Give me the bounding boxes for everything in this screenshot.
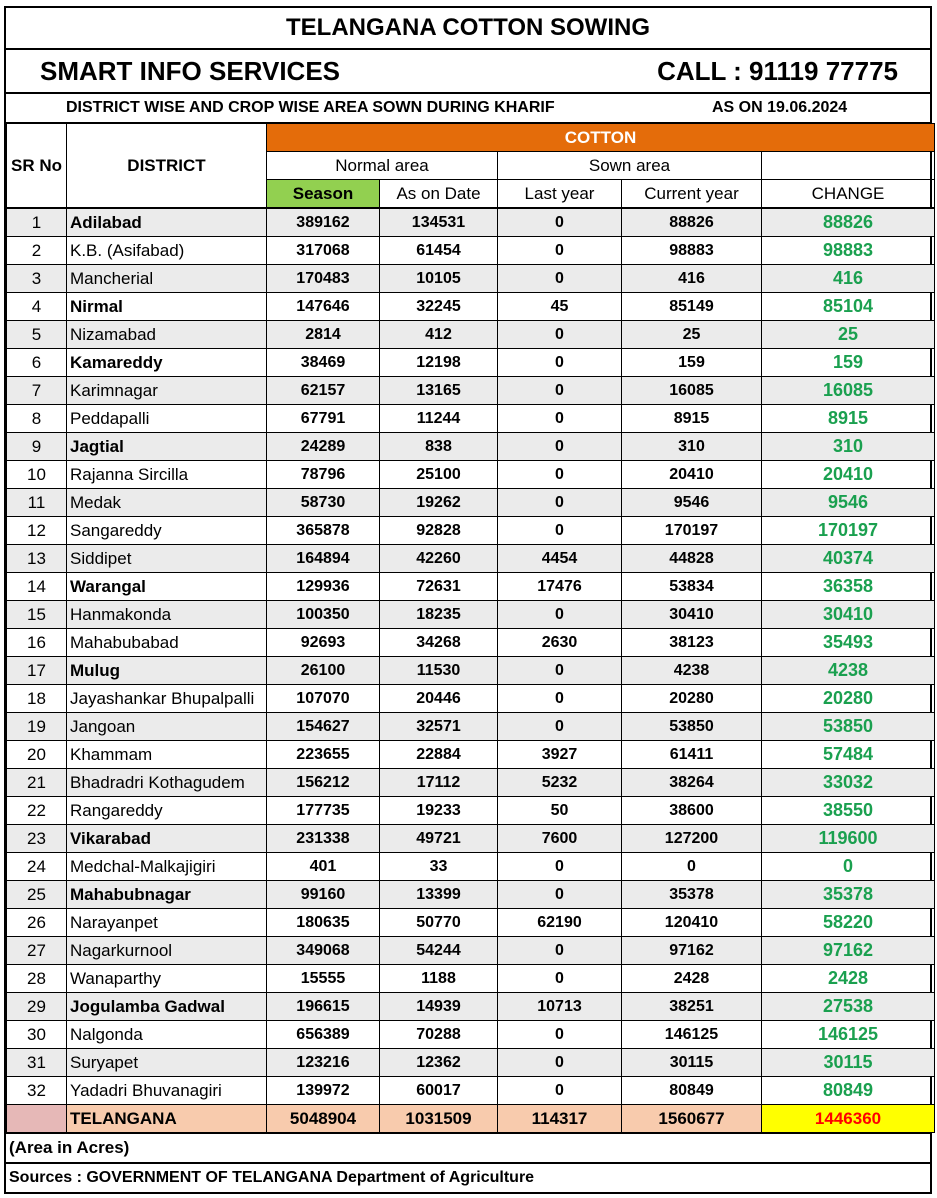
change-cell: 35493 bbox=[762, 629, 935, 657]
total-row bbox=[7, 1105, 935, 1133]
as-on-date-cell: 34268 bbox=[380, 629, 498, 657]
table-row bbox=[7, 937, 935, 965]
sr-cell: 19 bbox=[7, 713, 67, 741]
table-row bbox=[7, 993, 935, 1021]
header-season: Season bbox=[267, 180, 380, 209]
change-cell: 0 bbox=[762, 853, 935, 881]
as-on-date-cell: 17112 bbox=[380, 769, 498, 797]
sr-cell: 27 bbox=[7, 937, 67, 965]
table-row bbox=[7, 237, 935, 265]
current-year-cell: 0 bbox=[622, 853, 762, 881]
last-year-cell: 0 bbox=[498, 461, 622, 489]
as-on-date-cell: 32245 bbox=[380, 293, 498, 321]
as-on-date-cell: 134531 bbox=[380, 208, 498, 237]
sr-cell: 20 bbox=[7, 741, 67, 769]
table-row bbox=[7, 433, 935, 461]
district-cell: Nagarkurnool bbox=[67, 937, 267, 965]
current-year-cell: 146125 bbox=[622, 1021, 762, 1049]
sr-cell: 3 bbox=[7, 265, 67, 293]
table-row bbox=[7, 293, 935, 321]
as-on-date-cell: 25100 bbox=[380, 461, 498, 489]
current-year-cell: 127200 bbox=[622, 825, 762, 853]
change-cell: 35378 bbox=[762, 881, 935, 909]
table-row bbox=[7, 769, 935, 797]
district-cell: Medak bbox=[67, 489, 267, 517]
district-cell: Bhadradri Kothagudem bbox=[67, 769, 267, 797]
district-cell: Nizamabad bbox=[67, 321, 267, 349]
subheading bbox=[6, 94, 930, 123]
current-year-cell: 2428 bbox=[622, 965, 762, 993]
change-cell: 58220 bbox=[762, 909, 935, 937]
change-cell: 80849 bbox=[762, 1077, 935, 1105]
last-year-cell: 0 bbox=[498, 601, 622, 629]
last-year-cell: 0 bbox=[498, 713, 622, 741]
last-year-cell: 3927 bbox=[498, 741, 622, 769]
table-row bbox=[7, 965, 935, 993]
district-cell: Sangareddy bbox=[67, 517, 267, 545]
district-cell: Khammam bbox=[67, 741, 267, 769]
as-on-date-cell: 1188 bbox=[380, 965, 498, 993]
sr-cell: 2 bbox=[7, 237, 67, 265]
season-cell: 401 bbox=[267, 853, 380, 881]
last-year-cell: 0 bbox=[498, 489, 622, 517]
table-row bbox=[7, 573, 935, 601]
sr-cell: 29 bbox=[7, 993, 67, 1021]
as-on-date-cell: 49721 bbox=[380, 825, 498, 853]
as-on-date-cell: 11244 bbox=[380, 405, 498, 433]
as-on-date-cell: 19233 bbox=[380, 797, 498, 825]
change-cell: 16085 bbox=[762, 377, 935, 405]
total-last-year: 114317 bbox=[498, 1105, 622, 1133]
sr-cell: 24 bbox=[7, 853, 67, 881]
last-year-cell: 0 bbox=[498, 685, 622, 713]
header-current-year: Current year bbox=[622, 180, 762, 209]
change-cell: 38550 bbox=[762, 797, 935, 825]
current-year-cell: 53850 bbox=[622, 713, 762, 741]
table-row bbox=[7, 545, 935, 573]
district-cell: Suryapet bbox=[67, 1049, 267, 1077]
current-year-cell: 88826 bbox=[622, 208, 762, 237]
header-normal-area: Normal area bbox=[267, 152, 498, 180]
season-cell: 180635 bbox=[267, 909, 380, 937]
season-cell: 67791 bbox=[267, 405, 380, 433]
last-year-cell: 0 bbox=[498, 937, 622, 965]
change-cell: 4238 bbox=[762, 657, 935, 685]
current-year-cell: 416 bbox=[622, 265, 762, 293]
total-label: TELANGANA bbox=[67, 1105, 267, 1133]
table-row bbox=[7, 825, 935, 853]
change-cell: 9546 bbox=[762, 489, 935, 517]
district-cell: K.B. (Asifabad) bbox=[67, 237, 267, 265]
sr-cell: 25 bbox=[7, 881, 67, 909]
season-cell: 196615 bbox=[267, 993, 380, 1021]
last-year-cell: 0 bbox=[498, 1049, 622, 1077]
area-note: (Area in Acres) bbox=[6, 1133, 930, 1162]
as-on-date-cell: 72631 bbox=[380, 573, 498, 601]
as-on-date-cell: 42260 bbox=[380, 545, 498, 573]
as-on-date-cell: 13399 bbox=[380, 881, 498, 909]
season-cell: 389162 bbox=[267, 208, 380, 237]
district-cell: Rajanna Sircilla bbox=[67, 461, 267, 489]
change-cell: 119600 bbox=[762, 825, 935, 853]
last-year-cell: 62190 bbox=[498, 909, 622, 937]
last-year-cell: 0 bbox=[498, 1077, 622, 1105]
season-cell: 129936 bbox=[267, 573, 380, 601]
table-row bbox=[7, 377, 935, 405]
last-year-cell: 5232 bbox=[498, 769, 622, 797]
last-year-cell: 45 bbox=[498, 293, 622, 321]
district-cell: Adilabad bbox=[67, 208, 267, 237]
as-on-date-cell: 70288 bbox=[380, 1021, 498, 1049]
as-on-date-cell: 33 bbox=[380, 853, 498, 881]
as-on-date-cell: 32571 bbox=[380, 713, 498, 741]
total-season: 5048904 bbox=[267, 1105, 380, 1133]
last-year-cell: 50 bbox=[498, 797, 622, 825]
source-note: Sources : GOVERNMENT OF TELANGANA Department of Agriculture bbox=[6, 1162, 930, 1192]
district-cell: Rangareddy bbox=[67, 797, 267, 825]
last-year-cell: 7600 bbox=[498, 825, 622, 853]
total-current-year: 1560677 bbox=[622, 1105, 762, 1133]
sr-cell: 8 bbox=[7, 405, 67, 433]
as-on-date-cell: 20446 bbox=[380, 685, 498, 713]
sr-cell: 1 bbox=[7, 208, 67, 237]
table-row bbox=[7, 881, 935, 909]
current-year-cell: 61411 bbox=[622, 741, 762, 769]
current-year-cell: 38264 bbox=[622, 769, 762, 797]
current-year-cell: 38600 bbox=[622, 797, 762, 825]
as-on-date-cell: 92828 bbox=[380, 517, 498, 545]
last-year-cell: 17476 bbox=[498, 573, 622, 601]
current-year-cell: 30115 bbox=[622, 1049, 762, 1077]
table-row bbox=[7, 909, 935, 937]
as-on-date-cell: 11530 bbox=[380, 657, 498, 685]
table-row bbox=[7, 797, 935, 825]
district-cell: Wanaparthy bbox=[67, 965, 267, 993]
report-title: DISTRICT WISE AND CROP WISE AREA SOWN DURING KHARIF bbox=[66, 99, 555, 116]
change-cell: 40374 bbox=[762, 545, 935, 573]
sr-cell: 4 bbox=[7, 293, 67, 321]
current-year-cell: 35378 bbox=[622, 881, 762, 909]
table-row bbox=[7, 1077, 935, 1105]
district-cell: Kamareddy bbox=[67, 349, 267, 377]
current-year-cell: 20280 bbox=[622, 685, 762, 713]
change-cell: 27538 bbox=[762, 993, 935, 1021]
current-year-cell: 80849 bbox=[622, 1077, 762, 1105]
last-year-cell: 0 bbox=[498, 265, 622, 293]
district-cell: Vikarabad bbox=[67, 825, 267, 853]
sr-cell: 15 bbox=[7, 601, 67, 629]
sr-cell: 13 bbox=[7, 545, 67, 573]
change-cell: 30410 bbox=[762, 601, 935, 629]
district-cell: Yadadri Bhuvanagiri bbox=[67, 1077, 267, 1105]
sr-cell: 28 bbox=[7, 965, 67, 993]
current-year-cell: 38123 bbox=[622, 629, 762, 657]
change-cell: 310 bbox=[762, 433, 935, 461]
change-cell: 159 bbox=[762, 349, 935, 377]
header-blank bbox=[762, 152, 935, 180]
sr-cell: 26 bbox=[7, 909, 67, 937]
last-year-cell: 0 bbox=[498, 1021, 622, 1049]
district-cell: Mahabubabad bbox=[67, 629, 267, 657]
season-cell: 26100 bbox=[267, 657, 380, 685]
table-row bbox=[7, 489, 935, 517]
last-year-cell: 0 bbox=[498, 208, 622, 237]
as-on-date-cell: 13165 bbox=[380, 377, 498, 405]
season-cell: 164894 bbox=[267, 545, 380, 573]
district-cell: Jogulamba Gadwal bbox=[67, 993, 267, 1021]
current-year-cell: 25 bbox=[622, 321, 762, 349]
sr-cell: 10 bbox=[7, 461, 67, 489]
district-cell: Mancherial bbox=[67, 265, 267, 293]
district-cell: Mulug bbox=[67, 657, 267, 685]
district-cell: Peddapalli bbox=[67, 405, 267, 433]
cotton-table bbox=[6, 123, 935, 1133]
current-year-cell: 159 bbox=[622, 349, 762, 377]
district-cell: Jayashankar Bhupalpalli bbox=[67, 685, 267, 713]
current-year-cell: 44828 bbox=[622, 545, 762, 573]
district-cell: Nirmal bbox=[67, 293, 267, 321]
last-year-cell: 0 bbox=[498, 433, 622, 461]
season-cell: 24289 bbox=[267, 433, 380, 461]
change-cell: 57484 bbox=[762, 741, 935, 769]
sr-cell: 30 bbox=[7, 1021, 67, 1049]
table-row bbox=[7, 1021, 935, 1049]
sr-cell: 6 bbox=[7, 349, 67, 377]
current-year-cell: 310 bbox=[622, 433, 762, 461]
sr-cell: 16 bbox=[7, 629, 67, 657]
report-banner: TELANGANA COTTON SOWING bbox=[6, 8, 930, 50]
sr-cell: 12 bbox=[7, 517, 67, 545]
season-cell: 365878 bbox=[267, 517, 380, 545]
sr-cell: 18 bbox=[7, 685, 67, 713]
district-cell: Warangal bbox=[67, 573, 267, 601]
change-cell: 98883 bbox=[762, 237, 935, 265]
season-cell: 38469 bbox=[267, 349, 380, 377]
district-cell: Siddipet bbox=[67, 545, 267, 573]
sr-cell: 11 bbox=[7, 489, 67, 517]
district-cell: Narayanpet bbox=[67, 909, 267, 937]
change-cell: 170197 bbox=[762, 517, 935, 545]
season-cell: 100350 bbox=[267, 601, 380, 629]
last-year-cell: 0 bbox=[498, 517, 622, 545]
table-row bbox=[7, 208, 935, 237]
current-year-cell: 4238 bbox=[622, 657, 762, 685]
table-row bbox=[7, 461, 935, 489]
change-cell: 97162 bbox=[762, 937, 935, 965]
season-cell: 123216 bbox=[267, 1049, 380, 1077]
season-cell: 15555 bbox=[267, 965, 380, 993]
as-on-date-cell: 22884 bbox=[380, 741, 498, 769]
current-year-cell: 170197 bbox=[622, 517, 762, 545]
district-cell: Jagtial bbox=[67, 433, 267, 461]
district-cell: Karimnagar bbox=[67, 377, 267, 405]
header-last-year: Last year bbox=[498, 180, 622, 209]
current-year-cell: 8915 bbox=[622, 405, 762, 433]
change-cell: 33032 bbox=[762, 769, 935, 797]
table-row bbox=[7, 657, 935, 685]
last-year-cell: 4454 bbox=[498, 545, 622, 573]
season-cell: 2814 bbox=[267, 321, 380, 349]
header-district: DISTRICT bbox=[67, 124, 267, 209]
sr-cell: 22 bbox=[7, 797, 67, 825]
as-on-date-cell: 12198 bbox=[380, 349, 498, 377]
last-year-cell: 0 bbox=[498, 237, 622, 265]
brand-name: SMART INFO SERVICES bbox=[40, 55, 341, 86]
district-cell: Medchal-Malkajigiri bbox=[67, 853, 267, 881]
season-cell: 58730 bbox=[267, 489, 380, 517]
table-row bbox=[7, 1049, 935, 1077]
change-cell: 20410 bbox=[762, 461, 935, 489]
season-cell: 62157 bbox=[267, 377, 380, 405]
last-year-cell: 0 bbox=[498, 657, 622, 685]
as-on-date-cell: 61454 bbox=[380, 237, 498, 265]
season-cell: 231338 bbox=[267, 825, 380, 853]
sr-cell: 5 bbox=[7, 321, 67, 349]
current-year-cell: 38251 bbox=[622, 993, 762, 1021]
season-cell: 99160 bbox=[267, 881, 380, 909]
season-cell: 92693 bbox=[267, 629, 380, 657]
last-year-cell: 0 bbox=[498, 377, 622, 405]
last-year-cell: 0 bbox=[498, 965, 622, 993]
season-cell: 147646 bbox=[267, 293, 380, 321]
as-on-date-cell: 19262 bbox=[380, 489, 498, 517]
change-cell: 416 bbox=[762, 265, 935, 293]
last-year-cell: 0 bbox=[498, 853, 622, 881]
change-cell: 2428 bbox=[762, 965, 935, 993]
table-row bbox=[7, 741, 935, 769]
sr-cell: 21 bbox=[7, 769, 67, 797]
call-number: CALL : 91119 77775 bbox=[657, 55, 898, 86]
as-on-date-cell: 12362 bbox=[380, 1049, 498, 1077]
current-year-cell: 98883 bbox=[622, 237, 762, 265]
as-on-date-cell: 60017 bbox=[380, 1077, 498, 1105]
table-row bbox=[7, 405, 935, 433]
current-year-cell: 53834 bbox=[622, 573, 762, 601]
current-year-cell: 85149 bbox=[622, 293, 762, 321]
table-row bbox=[7, 629, 935, 657]
header-change: CHANGE bbox=[762, 180, 935, 209]
season-cell: 154627 bbox=[267, 713, 380, 741]
season-cell: 139972 bbox=[267, 1077, 380, 1105]
table-row bbox=[7, 853, 935, 881]
season-cell: 177735 bbox=[267, 797, 380, 825]
table-row bbox=[7, 601, 935, 629]
as-on-date-cell: 10105 bbox=[380, 265, 498, 293]
change-cell: 146125 bbox=[762, 1021, 935, 1049]
change-cell: 88826 bbox=[762, 208, 935, 237]
change-cell: 8915 bbox=[762, 405, 935, 433]
season-cell: 78796 bbox=[267, 461, 380, 489]
season-cell: 170483 bbox=[267, 265, 380, 293]
district-cell: Nalgonda bbox=[67, 1021, 267, 1049]
sr-cell: 14 bbox=[7, 573, 67, 601]
last-year-cell: 0 bbox=[498, 321, 622, 349]
change-cell: 30115 bbox=[762, 1049, 935, 1077]
change-cell: 36358 bbox=[762, 573, 935, 601]
current-year-cell: 120410 bbox=[622, 909, 762, 937]
current-year-cell: 16085 bbox=[622, 377, 762, 405]
as-on-date-cell: 412 bbox=[380, 321, 498, 349]
season-cell: 156212 bbox=[267, 769, 380, 797]
sr-cell: 9 bbox=[7, 433, 67, 461]
header-as-on-date: As on Date bbox=[380, 180, 498, 209]
current-year-cell: 97162 bbox=[622, 937, 762, 965]
table-row bbox=[7, 321, 935, 349]
sr-cell: 31 bbox=[7, 1049, 67, 1077]
brand-bar bbox=[6, 50, 930, 94]
current-year-cell: 20410 bbox=[622, 461, 762, 489]
header-cotton: COTTON bbox=[267, 124, 935, 152]
change-cell: 53850 bbox=[762, 713, 935, 741]
season-cell: 317068 bbox=[267, 237, 380, 265]
as-on-date-cell: 50770 bbox=[380, 909, 498, 937]
district-cell: Hanmakonda bbox=[67, 601, 267, 629]
report-date: AS ON 19.06.2024 bbox=[712, 99, 848, 116]
current-year-cell: 9546 bbox=[622, 489, 762, 517]
header-sown-area: Sown area bbox=[498, 152, 762, 180]
season-cell: 656389 bbox=[267, 1021, 380, 1049]
as-on-date-cell: 14939 bbox=[380, 993, 498, 1021]
total-change: 1446360 bbox=[762, 1105, 935, 1133]
sr-cell: 32 bbox=[7, 1077, 67, 1105]
district-cell: Jangoan bbox=[67, 713, 267, 741]
sr-cell: 17 bbox=[7, 657, 67, 685]
last-year-cell: 0 bbox=[498, 349, 622, 377]
last-year-cell: 2630 bbox=[498, 629, 622, 657]
change-cell: 25 bbox=[762, 321, 935, 349]
table-row bbox=[7, 685, 935, 713]
total-as-on-date: 1031509 bbox=[380, 1105, 498, 1133]
as-on-date-cell: 54244 bbox=[380, 937, 498, 965]
season-cell: 349068 bbox=[267, 937, 380, 965]
season-cell: 223655 bbox=[267, 741, 380, 769]
last-year-cell: 0 bbox=[498, 405, 622, 433]
header-sr-no: SR No bbox=[7, 124, 67, 209]
table-row bbox=[7, 517, 935, 545]
last-year-cell: 10713 bbox=[498, 993, 622, 1021]
table-row bbox=[7, 349, 935, 377]
last-year-cell: 0 bbox=[498, 881, 622, 909]
as-on-date-cell: 838 bbox=[380, 433, 498, 461]
cotton-sowing-sheet bbox=[4, 6, 932, 1194]
total-sr-cell bbox=[7, 1105, 67, 1133]
change-cell: 20280 bbox=[762, 685, 935, 713]
sr-cell: 23 bbox=[7, 825, 67, 853]
as-on-date-cell: 18235 bbox=[380, 601, 498, 629]
sr-cell: 7 bbox=[7, 377, 67, 405]
current-year-cell: 30410 bbox=[622, 601, 762, 629]
change-cell: 85104 bbox=[762, 293, 935, 321]
table-row bbox=[7, 713, 935, 741]
table-row bbox=[7, 265, 935, 293]
district-cell: Mahabubnagar bbox=[67, 881, 267, 909]
season-cell: 107070 bbox=[267, 685, 380, 713]
